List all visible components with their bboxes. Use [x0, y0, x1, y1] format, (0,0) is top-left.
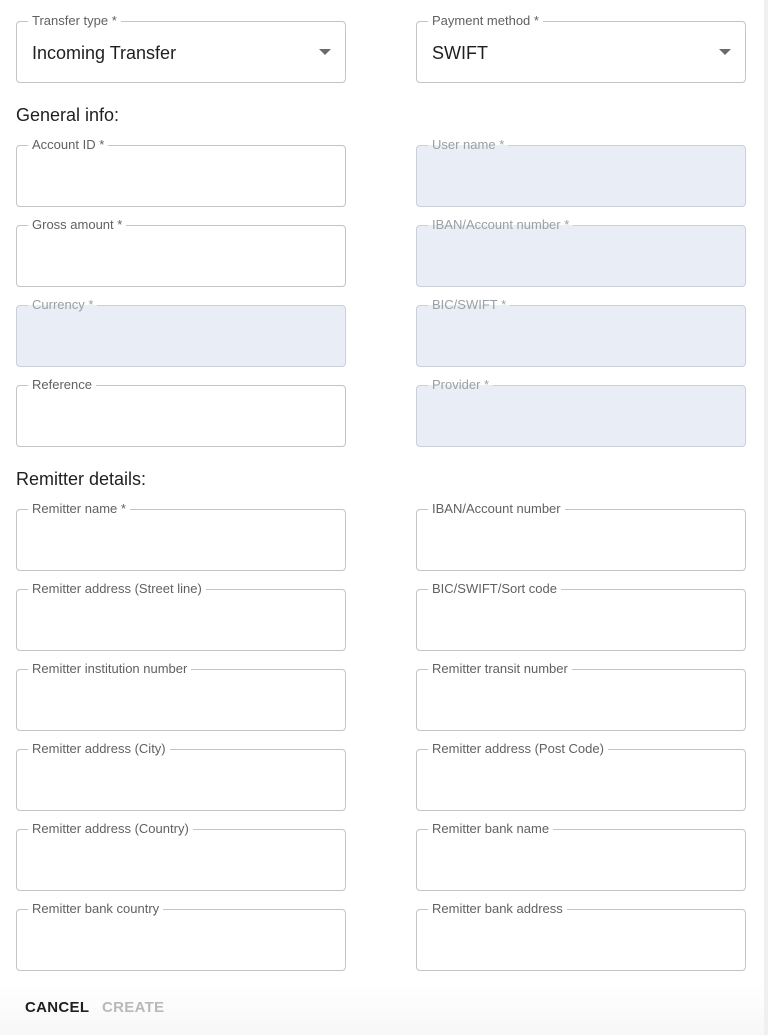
- remitter-details-heading: Remitter details:: [16, 469, 147, 489]
- remitter-address-country-label: Remitter address (Country): [28, 821, 193, 837]
- remitter-address-city-field[interactable]: [16, 741, 346, 811]
- remitter-bank-name-field[interactable]: [416, 821, 746, 891]
- dialog-actions: [0, 985, 764, 1035]
- transfer-type-value: Incoming Transfer: [32, 43, 177, 63]
- remitter-bank-country-label: Remitter bank country: [28, 901, 163, 917]
- cancel-button[interactable]: CANCEL: [25, 999, 90, 1016]
- create-button: CREATE: [102, 999, 165, 1016]
- remitter-name-field[interactable]: [16, 501, 346, 571]
- currency-field: [16, 297, 346, 367]
- remitter-address-country-field[interactable]: [16, 821, 346, 891]
- gross-amount-label: Gross amount *: [28, 217, 126, 233]
- payment-method-select[interactable]: [416, 13, 746, 83]
- payment-method-label: Payment method *: [428, 13, 543, 29]
- iban-account-number-label: IBAN/Account number *: [428, 217, 573, 233]
- user-name-label: User name *: [428, 137, 508, 153]
- remitter-institution-number-label: Remitter institution number: [28, 661, 191, 677]
- account-id-label: Account ID *: [28, 137, 108, 153]
- remitter-bank-address-field[interactable]: [416, 901, 746, 971]
- transfer-type-label: Transfer type *: [28, 13, 121, 29]
- bic-swift-field: [416, 297, 746, 367]
- dropdown-arrow-icon: [319, 49, 331, 55]
- currency-label: Currency *: [28, 297, 97, 313]
- remitter-address-street-label: Remitter address (Street line): [28, 581, 206, 597]
- remitter-transit-number-field[interactable]: [416, 661, 746, 731]
- account-id-field[interactable]: [16, 137, 346, 207]
- remitter-name-label: Remitter name *: [28, 501, 130, 517]
- gross-amount-field[interactable]: [16, 217, 346, 287]
- transfer-type-select[interactable]: [16, 13, 346, 83]
- payment-method-value: SWIFT: [432, 43, 488, 63]
- remitter-bank-address-label: Remitter bank address: [428, 901, 567, 917]
- remitter-address-post-code-field[interactable]: [416, 741, 746, 811]
- iban-account-number-field: [416, 217, 746, 287]
- remitter-iban-field[interactable]: [416, 501, 746, 571]
- remitter-institution-number-field[interactable]: [16, 661, 346, 731]
- reference-label: Reference: [28, 377, 96, 393]
- remitter-transit-number-label: Remitter transit number: [428, 661, 572, 677]
- remitter-address-street-field[interactable]: [16, 581, 346, 651]
- general-info-heading: General info:: [16, 105, 120, 125]
- remitter-bic-sort-code-label: BIC/SWIFT/Sort code: [428, 581, 561, 597]
- reference-field[interactable]: [16, 377, 346, 447]
- scrollbar[interactable]: [764, 0, 768, 1035]
- remitter-iban-label: IBAN/Account number: [428, 501, 565, 517]
- remitter-address-city-label: Remitter address (City): [28, 741, 170, 757]
- provider-field: [416, 377, 746, 447]
- dropdown-arrow-icon: [719, 49, 731, 55]
- remitter-bank-name-label: Remitter bank name: [428, 821, 553, 837]
- provider-label: Provider *: [428, 377, 493, 393]
- bic-swift-label: BIC/SWIFT *: [428, 297, 510, 313]
- remitter-bic-sort-code-field[interactable]: [416, 581, 746, 651]
- user-name-field: [416, 137, 746, 207]
- remitter-bank-country-field[interactable]: [16, 901, 346, 971]
- remitter-address-post-code-label: Remitter address (Post Code): [428, 741, 608, 757]
